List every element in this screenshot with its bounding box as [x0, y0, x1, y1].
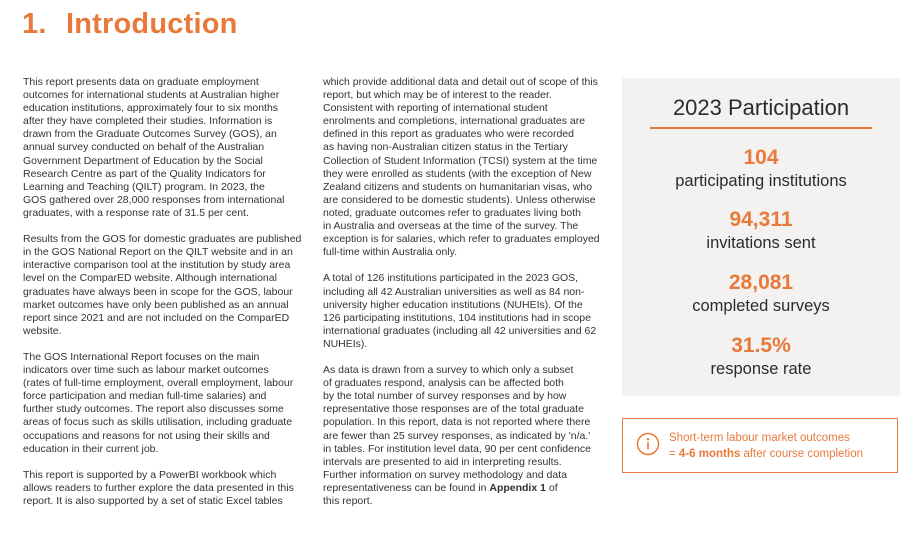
text-line: graduates, with a response rate of 31.5 per cent. [23, 206, 249, 219]
stat-invitations [622, 208, 900, 254]
text-line: report. It is also supported by a set of static Excel tables [23, 495, 283, 507]
paragraph [323, 76, 605, 259]
stat-value: 94,311 [729, 208, 793, 231]
text-segment: after course completion [740, 448, 863, 460]
text-line: they were enrolled as students (with the exception of New [323, 167, 592, 180]
text-line: outcomes for international students at Australian higher [23, 89, 280, 102]
text-segment: representativeness can be found in [323, 481, 490, 494]
text-line: representative those responses are of the total graduate [323, 403, 584, 416]
appendix-reference-line [323, 482, 605, 495]
text-line: allows readers to further explore the data presented in this [23, 481, 294, 494]
stat-value: 28,081 [728, 271, 794, 294]
text-line: education institutions, approximately four to six months [23, 102, 279, 115]
text-line: as having non-Australian citizen status in the Tertiary [323, 141, 568, 154]
paragraph [23, 351, 305, 456]
paragraph [23, 76, 305, 220]
text-line: interactive comparison tool at the institution by study area [23, 259, 291, 272]
text-line: of graduates respond, analysis can be affected both [323, 377, 564, 390]
text-line: annual survey conducted on behalf of the Australian [23, 141, 265, 154]
text-line: which provide additional data and detail out of scope of this [323, 76, 598, 88]
callout-emphasis: 4-6 months [678, 448, 741, 460]
text-line: Learning and Teaching (QILT) program. In 2023, the [23, 180, 265, 193]
text-line: by the total number of survey responses and by how [323, 390, 567, 403]
info-icon [636, 432, 660, 456]
title-divider [650, 127, 872, 129]
stat-label: participating institutions [675, 172, 847, 190]
text-line: population. In this report, data is not reported where there [323, 416, 591, 429]
stat-label: invitations sent [706, 234, 816, 252]
text-line: drawn from the Graduate Outcomes Survey (GOS), an [23, 128, 277, 141]
middle-text-column [323, 76, 605, 521]
callout-line-1: Short-term labour market outcomes [669, 432, 850, 444]
paragraph [23, 233, 305, 338]
text-line: education in their current job. [23, 442, 159, 455]
left-text-column [23, 76, 305, 521]
text-line: in the GOS National Report on the QILT website and in an [23, 246, 293, 259]
text-line: Collection of Student Information (TCSI) system at the time [323, 154, 598, 167]
callout-text [669, 430, 863, 462]
page-title [22, 8, 238, 41]
text-line: university higher education institutions (NUHEIs). Of the [323, 298, 583, 311]
labour-outcomes-callout [622, 418, 898, 473]
text-line: are considered to be domestic students). Unless otherwise [323, 193, 596, 206]
text-line: exception is for salaries, which refer to graduates employed [323, 233, 600, 246]
text-line: (rates of full-time employment, overall employment, labour [23, 377, 294, 390]
text-line: further study outcomes. The report also discusses some [23, 403, 284, 416]
stat-label: response rate [710, 360, 812, 378]
text-line: including all 42 Australian universities as well as 84 non- [323, 285, 585, 298]
text-line: indicators over time such as labour market outcomes [23, 364, 269, 377]
text-line: This report is supported by a PowerBI workbook which [23, 468, 277, 481]
paragraph [23, 469, 305, 508]
text-line: this report. [323, 495, 373, 507]
paragraph [323, 364, 605, 508]
text-line: level on the ComparED website. Although international [23, 272, 277, 285]
text-line: Zealand citizens and students on humanitarian visas, who [323, 180, 593, 193]
text-line: international graduates (including all 42 universities and 62 [323, 324, 597, 337]
text-line: website. [23, 324, 62, 337]
paragraph [323, 272, 605, 351]
text-segment: = [669, 448, 679, 460]
text-line: Results from the GOS for domestic graduates are published [23, 233, 302, 246]
text-line: Research Centre as part of the Quality Indicators for [23, 167, 266, 180]
text-line: graduates have always been in scope for the GOS, labour [23, 285, 293, 298]
text-line: full-time within Australia only. [323, 246, 458, 259]
text-line: This report presents data on graduate employment [23, 76, 259, 88]
text-line: A total of 126 institutions participated in the 2023 GOS, [323, 272, 579, 285]
section-title: Introduction [66, 8, 238, 40]
text-line: noted, graduate outcomes refer to graduates living both [323, 206, 581, 219]
text-line: in tables. For institution level data, 90 per cent confidence [323, 442, 591, 455]
callout-line-2 [669, 446, 863, 462]
text-line: The GOS International Report focuses on the main [23, 350, 260, 363]
text-line: report, but which may be of interest to the reader. [323, 89, 552, 102]
text-line: report since 2021 and are not included on the ComparED [23, 311, 290, 324]
text-line: Government Department of Education by the Social [23, 154, 263, 167]
text-line: NUHEIs). [323, 337, 368, 350]
stat-value: 31.5% [731, 334, 791, 357]
text-line: As data is drawn from a survey to which only a subset [323, 364, 574, 377]
text-line: are fewer than 25 survey responses, as indicated by 'n/a.' [323, 429, 591, 442]
stat-value: 104 [743, 146, 779, 169]
text-line: Consistent with reporting of international student [323, 102, 548, 115]
stat-institutions [622, 146, 900, 192]
stat-surveys [622, 271, 900, 317]
stat-response-rate [622, 334, 900, 380]
text-line: occupations and reasons for not using their skills and [23, 429, 270, 442]
section-number: 1. [22, 8, 47, 40]
text-line: areas of focus such as skills utilisation, including graduate [23, 416, 293, 429]
stat-label: completed surveys [692, 297, 830, 315]
text-line: GOS gathered over 28,000 responses from international [23, 193, 285, 206]
participation-title: 2023 Participation [672, 95, 850, 120]
text-line: enrolments and completions, international graduates are [323, 115, 586, 128]
participation-panel [622, 78, 900, 396]
text-segment: of [545, 481, 558, 494]
text-line: Further information on survey methodology and data [323, 468, 567, 481]
text-line: market outcomes have only been published as an annual [23, 298, 289, 311]
text-line: defined in this report as graduates who were recorded [323, 128, 574, 141]
appendix-reference: Appendix 1 [489, 481, 546, 494]
text-line: intervals are presented to aid in interpreting results. [323, 455, 562, 468]
text-line: force participation and median full-time salaries) and [23, 390, 267, 403]
text-line: after they have completed their studies. Information is [23, 115, 273, 128]
text-line: 126 participating institutions, 104 institutions had in scope [323, 311, 591, 324]
text-line: in Australia and overseas at the time of the survey. The [323, 220, 579, 233]
